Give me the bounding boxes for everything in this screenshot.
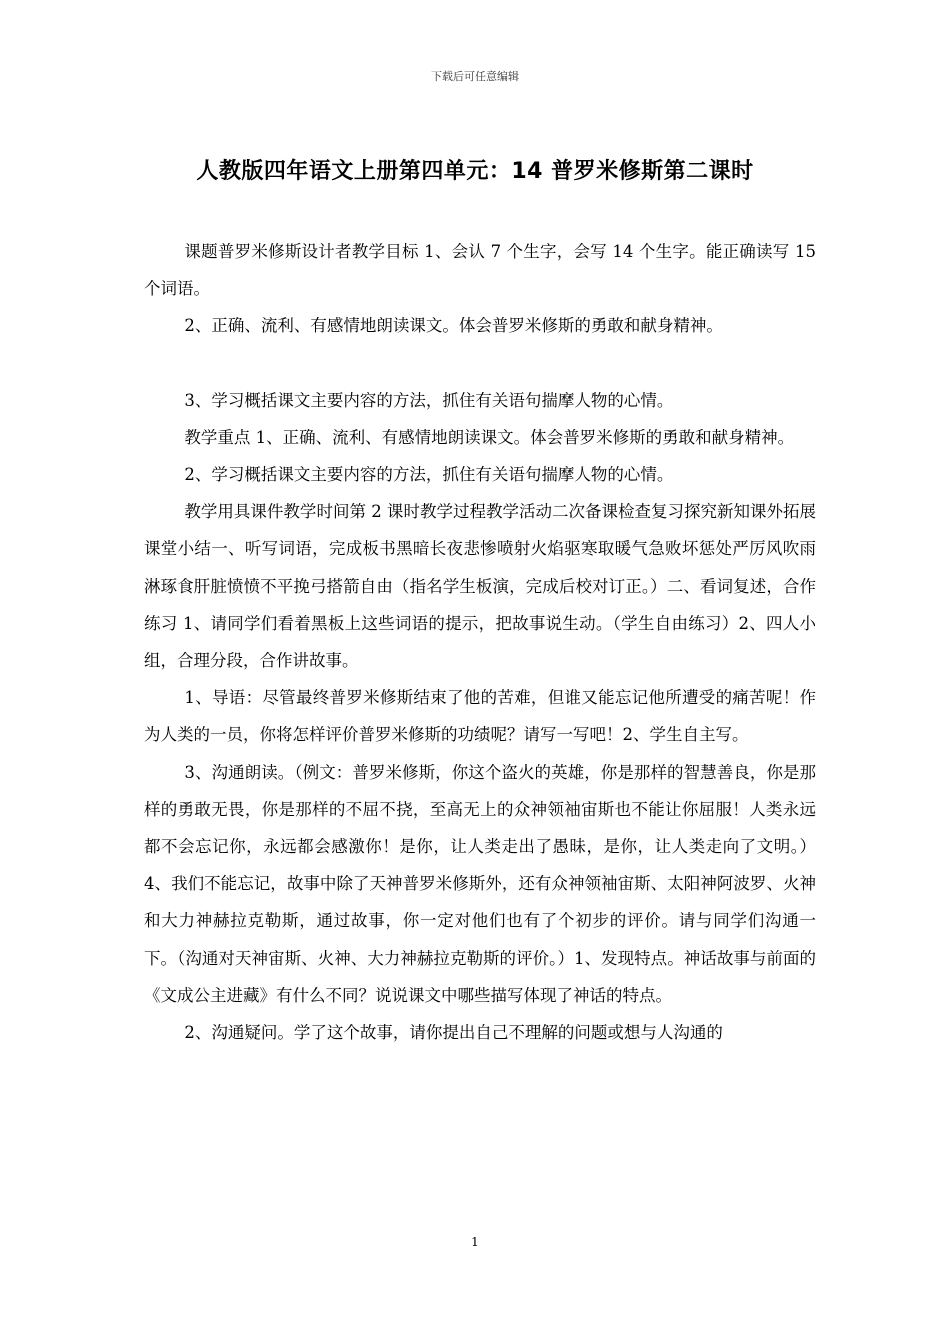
paragraph-questions: 2、沟通疑问。学了这个故事，请你提出自己不理解的问题或想与人沟通的 — [184, 1023, 723, 1043]
paragraph-teaching-process: 教学用具课件教学时间第 2 课时教学过程教学活动二次备课检查复习探究新知课外拓展课堂小结一、听写词语，完成板书黑暗长夜悲惨喷射火焰驱寒取暖气急败坏惩处严厉风吹雨淋琢食肝脏愤愤不平挽弓搭箭自由（指名学生板演，完成后校对订正。）二、看词复述，合作练习 1、请同学们看着黑板上这些词语的提示，把故事说生动。（学生自由练习）2、四人小组，合理分段，合作讲故事。 — [144, 502, 816, 671]
document-body — [144, 233, 816, 1051]
paragraph-key-points: 教学重点 1、正确、流利、有感情地朗读课文。体会普罗米修斯的勇敢和献身精神。 — [184, 427, 795, 447]
paragraph-reading: 3、沟通朗读。（例文：普罗米修斯，你这个盗火的英雄，你是那样的智慧善良，你是那样的勇敢无畏，你是那样的不屈不挠，至高无上的众神领袖宙斯也不能让你屈服！人类永远都不会忘记你，永远都会感激你！是你，让人类走出了愚昧，是你，让人类走向了文明。）4、我们不能忘记，故事中除了天神普罗米修斯外，还有众神领袖宙斯、太阳神阿波罗、火神和大力神赫拉克勒斯，通过故事，你一定对他们也有了个初步的评价。请与同学们沟通一下。（沟通对天神宙斯、火神、大力神赫拉克勒斯的评价。）1、发现特点。神话故事与前面的《文成公主进藏》有什么不同？说说课文中哪些描写体现了神话的特点。 — [144, 762, 816, 1005]
paragraph-objective-2: 2、正确、流利、有感情地朗读课文。体会普罗米修斯的勇敢和献身精神。 — [184, 316, 723, 336]
paragraph-introduction: 1、导语：尽管最终普罗米修斯结束了他的苦难，但谁又能忘记他所遭受的痛苦呢！作为人类的一员，你将怎样评价普罗米修斯的功绩呢？请写一写吧！2、学生自主写。 — [144, 688, 816, 745]
header-note: 下载后可任意编辑 — [431, 70, 519, 83]
page-number: 1 — [471, 1235, 479, 1249]
document-title: 人教版四年语文上册第四单元：14 普罗米修斯第二课时 — [196, 159, 754, 184]
paragraph-objectives: 课题普罗米修斯设计者教学目标 1、会认 7 个生字，会写 14 个生字。能正确读写 15 个词语。 — [144, 242, 816, 299]
paragraph-key-point-2: 2、学习概括课文主要内容的方法，抓住有关语句揣摩人物的心情。 — [184, 465, 674, 485]
paragraph-objective-3: 3、学习概括课文主要内容的方法，抓住有关语句揣摩人物的心情。 — [184, 390, 674, 410]
